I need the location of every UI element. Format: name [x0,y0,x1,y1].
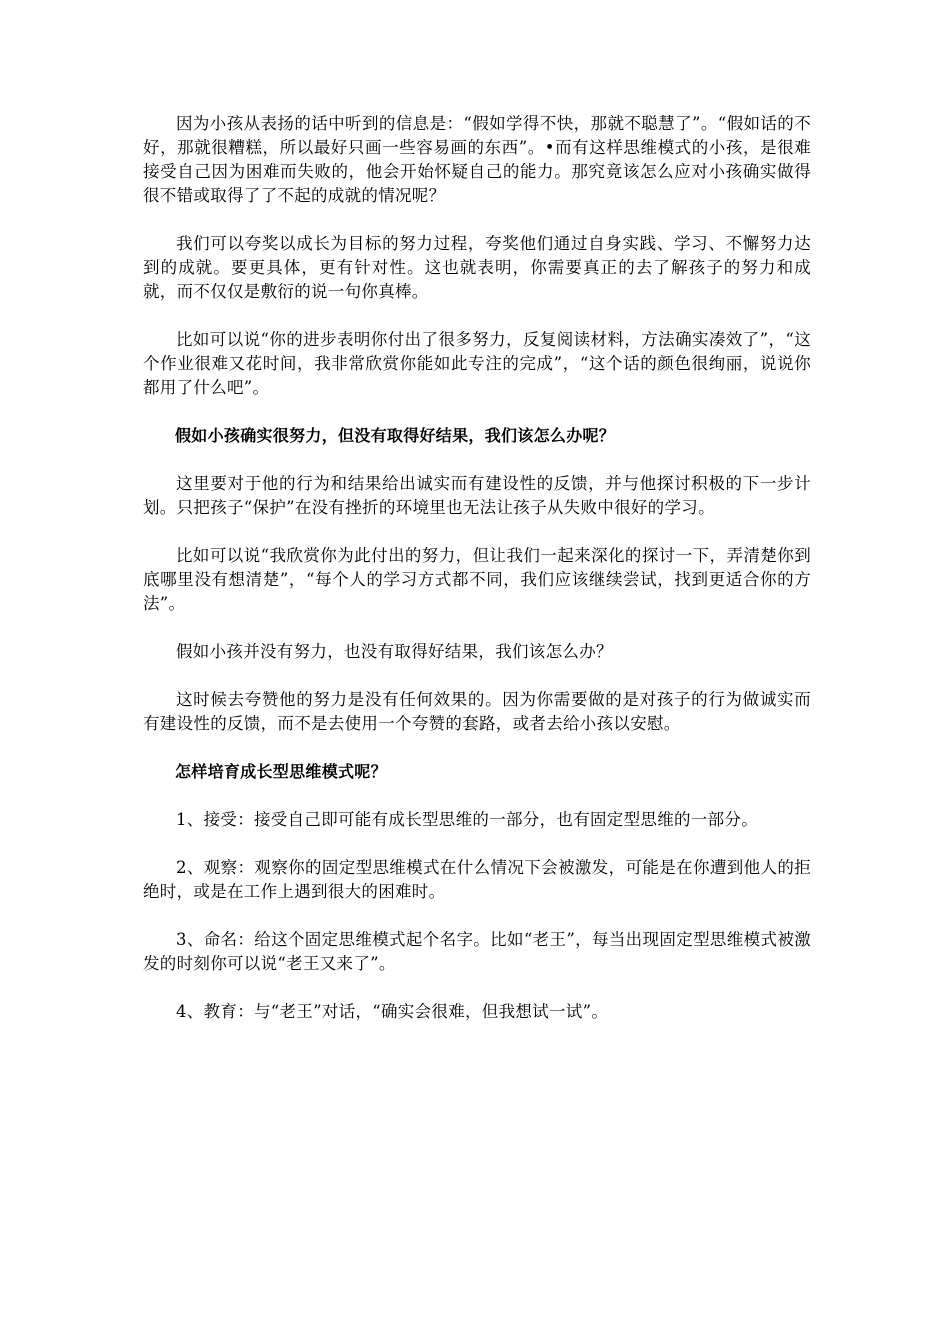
paragraph: 假如小孩并没有努力，也没有取得好结果，我们该怎么办？ [176,642,613,661]
document-body [143,112,811,1048]
list-item: 4、教育：与“老王”对话，“确实会很难，但我想试一试”。 [176,1002,609,1021]
section-heading: 假如小孩确实很努力，但没有取得好结果，我们该怎么办呢？ [175,426,616,445]
list-item: 1、接受：接受自己即可能有成长型思维的一部分，也有固定型思维的一部分。 [176,810,758,829]
paragraph: 这时候去夸赞他的努力是没有任何效果的。因为你需要做的是对孩子的行为做诚实而有建设性的反馈，而不是去使用一个夸赞的套路，或者去给小孩以安慰。 [143,690,811,733]
paragraph: 因为小孩从表扬的话中听到的信息是：“假如学得不快，那就不聪慧了”。“假如话的不好，那就很糟糕，所以最好只画一些容易画的东西”。•而有这样思维模式的小孩，是很难接受自己因为困难而失败的，他会开始怀疑自己的能力。那究竟该怎么应对小孩确实做得很不错或取得了了不起的成就的情况呢？ [143,114,811,205]
paragraph: 比如可以说“你的进步表明你付出了很多努力，反复阅读材料，方法确实凑效了”，“这个作业很难又花时间，我非常欣赏你能如此专注的完成”，“这个话的颜色很绚丽，说说你都用了什么吧”。 [143,330,811,397]
list-item: 3、命名：给这个固定思维模式起个名字。比如“老王”，每当出现固定型思维模式被激发的时刻你可以说“老王又来了”。 [143,930,811,973]
paragraph: 我们可以夸奖以成长为目标的努力过程，夸奖他们通过自身实践、学习、不懈努力达到的成就。要更具体，更有针对性。这也就表明，你需要真正的去了解孩子的努力和成就，而不仅仅是敷衍的说一句你真棒。 [143,234,811,301]
paragraph: 这里要对于他的行为和结果给出诚实而有建设性的反馈，并与他探讨积极的下一步计划。只把孩子“保护”在没有挫折的环境里也无法让孩子从失败中很好的学习。 [143,474,811,517]
paragraph: 比如可以说“我欣赏你为此付出的努力，但让我们一起来深化的探讨一下，弄清楚你到底哪里没有想清楚”，“每个人的学习方式都不同，我们应该继续尝试，找到更适合你的方法”。 [143,546,811,613]
list-item: 2、观察：观察你的固定型思维模式在什么情况下会被激发，可能是在你遭到他人的拒绝时，或是在工作上遇到很大的困难时。 [143,858,811,901]
section-heading: 怎样培育成长型思维模式呢？ [175,762,387,781]
